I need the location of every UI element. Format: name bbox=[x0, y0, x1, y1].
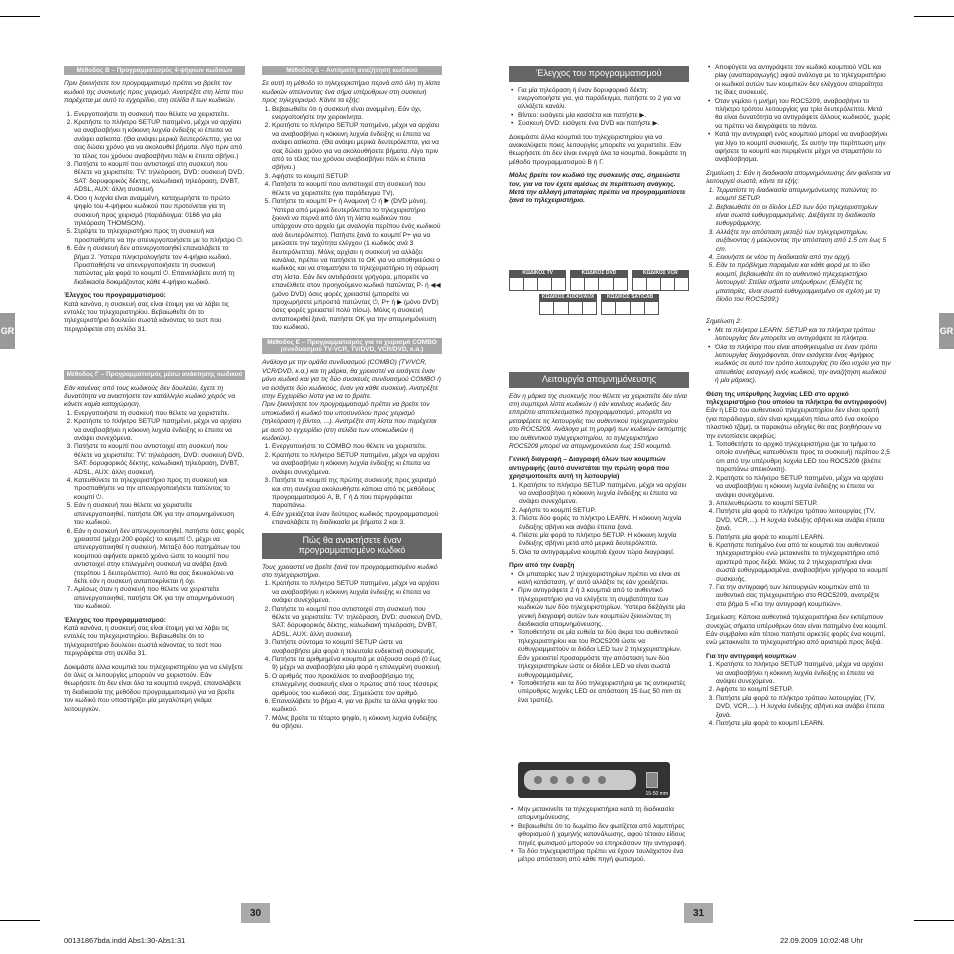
step: 1. Κρατήστε το πλήκτρο SETUP πατημένο, μέχρι να αρχίσει να αναβοσβήνει η κόκκινη λυχνία ένδειξης κι έπειτα να ανάψει συνεχόμενα. bbox=[716, 661, 891, 686]
column-2 bbox=[262, 66, 442, 732]
subheading: Θέση της υπέρυθρης λυχνίας LED στο αρχικό τηλεχειριστήριο (του οποίου τα πλήκτρα θα αντιγραφούν) bbox=[706, 390, 887, 407]
code-record-grid bbox=[509, 270, 689, 318]
steps-list bbox=[64, 111, 245, 288]
step: 5. Στρέψτε το τηλεχειριστήριο προς τη συσκευή και προσπαθήστε να την απενεργοποιήσετε με το πλήκτρο ⏻. bbox=[74, 228, 245, 245]
intro-text: Σε αυτή τη μέθοδο το τηλεχειριστήριο περνά από όλη τη λίστα κωδικών απελνοντας ένα σήμα υπέρυθρων στη συσκευή προς τηλεχειρισμό. Κάντε τα εξής: bbox=[262, 80, 440, 105]
steps-list bbox=[64, 410, 245, 612]
code-label-audio: ΚΩΔΙΚΟΣ AUDIO/AUX bbox=[539, 294, 597, 301]
step: 3. Πατήστε το κουμπί που αντιστοιχεί στη συσκευή που θέλετε να χειριστείτε: TV: τηλεόραση, DVD: συσκευή DVD, SAT: δορυφορικός δέκτης, καλωδιακή τηλεόραση, DVBT, ADSL, AUX: άλλη συσκευή. bbox=[74, 161, 245, 195]
column-3-bottom bbox=[509, 806, 689, 865]
step: 3. Πατήστε το κουμπί που αντιστοιχεί στη συσκευή που θέλετε να χειριστείτε: TV: τηλεόραση, DVD: συσκευή DVD, SAT: δορυφορικός δέκτης, καλωδιακή τηλεόραση, DVBT, ADSL, AUX: άλλη συσκευή. bbox=[74, 443, 245, 477]
step: 7. Μόλις βρείτε το τέταρτο ψηφίο, η κόκκινη λυχνία ένδειξης θα σβήσει. bbox=[272, 715, 442, 732]
step: 1. Τερματίστε τη διαδικασία απομνημόνευσης πατώντας το κουμπί SETUP. bbox=[716, 187, 891, 204]
distance-caption: 15-50 mm bbox=[645, 791, 668, 797]
step: 1. Ενεργοποιήστε το COMBO που θέλετε να χειριστείτε. bbox=[272, 443, 442, 451]
language-tab-left: GR bbox=[0, 313, 15, 349]
intro-text: Πριν ξεκινήσετε τον προγραμματισμό πρέπει να βρείτε τον υποκωδικό ή κωδικό του υποσυνόλου προς χειρισμό (τηλεόραση ή βίντεο, ...). Ανατρέξτε στη λίστα που παρέχεται με αυτό το εγχειρίδιο (στη σελίδα των υποκωδικών ή κωδικών). bbox=[262, 401, 437, 443]
paragraph: Σημείωση: Κάποια αυθεντικά τηλεχειριστήρια δεν εκπέμπουν συνεχώς σήματα υπέρυθρων όταν είναι πατημένο ένα κουμπί. Εάν συμβαίνει κάτι τέτοιο πατήστε αρκετές φορές ένα κουμπί, ενώ μετακινείτε το τηλεχειριστήριο από αριστερά προς δεξιά. bbox=[706, 614, 887, 647]
list-item: • Τοποθετήστε και τα δύο τηλεχειριστήρια με τις αντικριστές υπέρυθρες λυχνίες LED σε απόσταση 15 έως 50 mm σε ένα τραπέζι. bbox=[509, 680, 689, 705]
step: 1. Βεβαιωθείτε ότι η συσκευή είναι αναμμένη. Εάν όχι, ενεργοποιήστε την χειροκίνητα. bbox=[272, 106, 442, 123]
step: 3. Απελευθερώστε το κουμπί SETUP. bbox=[716, 500, 891, 508]
step: 3. Πιέστε δύο φορές το πλήκτρο LEARN. Η κόκκινη λυχνία ένδειξης σβήνει και ανάβει έπειτα ξανά. bbox=[519, 515, 689, 532]
step: 4. Πατήστε τα αριθμημένα κουμπιά με αύξουσα σειρά (0 έως 9) μέχρι να αναβοσβήσει μία φορά η επιλεγμένη συσκευή. bbox=[272, 656, 442, 673]
step: 2. Κρατήστε το πλήκτρο SETUP πατημένο, μέχρι να αρχίσει να αναβοσβήνει η κόκκινη λυχνία ένδειξης κι έπειτα να ανάψει συνεχόμενα. bbox=[272, 452, 442, 477]
intro-text: Εάν κανένας από τους κωδικούς δεν δουλεύει, έχετε τη δυνατότητα να αναστήσετε τον κατάλληλο κωδικό χειρός να κάνετε καμία καταχώρηση. bbox=[64, 384, 236, 409]
list-item: • Αποφύγετε να αντιγράψετε τον κωδικό κουμπιού VOL και play (αναπαραγωγής) αφού ανάλογα με το τηλεχειριστήριο οι κωδικοί αυτών των κουμπιών δεν ελέγχουν απαραίτητα τις ίδιες συσκευές. bbox=[706, 64, 891, 98]
step: 1. Τοποθετήστε το αρχικό τηλεχειριστήριο (με το τμήμα το οποίο συνήθως κατευθύνετε προς το συσκευή) περίπου 2,5 cm από την υπέρυθρη λυχνία LED του ROC5209 (βλέπε παραπάνω απεικόνιση). bbox=[716, 441, 891, 475]
steps-list bbox=[706, 661, 891, 728]
step: 7. Για την αντιγραφή των λειτουργιών κουμπιών από το αυθεντικό σας τηλεχειριστήριο στο ROC5209, ανατρέξτε στο βήμα 5 «Για την αντιγραφή κουμπιών». bbox=[716, 584, 891, 609]
step: 2. Αφήστε το κουμπί SETUP. bbox=[519, 507, 689, 515]
step: 5. Εάν η συσκευή που θέλετε να χειριστείτε απενεργοποιηθεί, πατήστε OK για την απομνημόνευση του κωδικού. bbox=[74, 502, 245, 527]
steps-list bbox=[262, 106, 442, 333]
code-boxes bbox=[509, 277, 566, 291]
step: 4. Πατήστε μία φορά το πλήκτρο τρόπου λειτουργίας (TV, DVD, VCR,...). Η λυχνία ένδειξης σβήνει και ανάβει έπειτα ξανά. bbox=[716, 508, 891, 533]
step: 2. Πατήστε το κουμπί που αντιστοιχεί στη συσκευή που θέλετε να χειριστείτε: TV: τηλεόραση, DVD: συσκευή DVD, SAT: δορυφορικός δέκτης, καλωδιακή τηλεόραση, DVBT, ADSL, AUX: άλλη συσκευή. bbox=[272, 606, 442, 640]
paragraph: Εάν η LED του αυθεντικού τηλεχειριστηρίου δεν είναι ορατή (για παράδειγμα, εάν είναι κρυμμένη πίσω από ένα σκούρο πλαστικό τζάμι), οι παρακάτω οδηγίες θα σας βοηθήσουν να την εντοπίσετε ακριβώς: bbox=[706, 407, 882, 440]
subheading: Έλεγχος του προγραμματισμού: bbox=[64, 616, 166, 624]
step: 3. Αλλάξτε την απόσταση μεταξύ των τηλεχειριστηρίων, αυξάνοντας ή μειώνοντας την απόσταση από 1.5 cm έως 5 cm. bbox=[716, 229, 891, 254]
list-item: • Οι μπαταρίες των 2 τηλεχειριστηρίων πρέπει να είναι σε καλή κατάσταση, γι' αυτό αλλάξτε τις εάν χρειάζεται. bbox=[509, 571, 689, 588]
steps-list bbox=[706, 441, 891, 609]
language-tab-right: GR bbox=[939, 313, 954, 349]
section-header-method-d: Μέθοδος Δ – Αυτόματη αναζήτηση κωδικού bbox=[262, 66, 442, 75]
step: 4. Εάν χρειάζεται έναν δεύτερος κωδικός προγραμματισμού επαναλάβετε τη διαδικασία με βήματα 2 και 3. bbox=[272, 511, 442, 528]
code-boxes bbox=[570, 277, 627, 291]
step: 4. Κατευθύνετε το τηλεχειριστήριο προς τη συσκευή και προσπαθήστε να την απενεργοποιήσετε πατώντας το κουμπί ⏻. bbox=[74, 477, 245, 502]
step: 6. Εάν η συσκευή δεν απενεργοποιηθεί επαναλάβετε το βήμα 2. Ύστερα πληκτρολογήστε τον 4-ψήφιο κωδικό. Προσπαθήστε να απενεργοποιήσετε τη συσκευή πατώντας μία φορά το κουμπί ⏻. Επαναλάβετε αυτή τη διαδικασία δοκιμάζοντας κάθε 4-ψήφιο κωδικό. bbox=[74, 245, 245, 287]
column-3-lower bbox=[509, 372, 689, 705]
list-item: • Κατά την αντιγραφή ενός κουμπιού μπορεί να αναβοσβήνει για λίγο το κουμπί συσκευής. Σε αυτήν την περίπτωση μην αφήσετε το κουμπί και περιμένετε μέχρι να σταματήσει το αναβόσβησμα. bbox=[706, 131, 891, 165]
list-item: • Για μία τηλεόραση ή έναν δορυφορικό δέκτη: ενεργοποιήστε για, για παράδειγμα, πατήστε το 2 για να αλλάξετε κανάλι. bbox=[509, 87, 689, 112]
page-number: 30 bbox=[241, 903, 270, 923]
section-header-learning-function: Λειτουργία απομνημόνευσης bbox=[509, 372, 689, 388]
step: 4. Πιέστε μία φορά το πλήκτρο SETUP. Η κόκκινη λυχνία ένδειξης σβήνει μετά από μερικά δευτερόλεπτα. bbox=[519, 532, 689, 549]
list-item: • Όταν γεμίσει η μνήμη του ROC5209, αναβοσβήνει το πλήκτρο τρόπου λειτουργίας για τρία δευτερόλεπτα. Μετά θα είναι δυνατότητα να αντιγράψετε άλλους κωδικούς, χωρίς να πρέπει να διαγράψετε τα πάντα. bbox=[706, 98, 891, 132]
step: 6. Επαναλάβετε το βήμα 4, για να βρείτε τα άλλα ψηφία του κωδικού. bbox=[272, 698, 442, 715]
list-item: • Τα δύο τηλεχειριστήρια πρέπει να έχουν τουλάχιστον ένα μέτρο απόσταση από κάθε πηγή φωτισμού. bbox=[509, 848, 689, 865]
step: 5. Πατήστε μία φορά το κουμπί LEARN. bbox=[716, 534, 891, 542]
step: 1. Ενεργοποιήστε τη συσκευή που θέλετε να χειριστείτε. bbox=[74, 410, 245, 418]
code-boxes bbox=[601, 301, 659, 315]
intro-text: Τους χρειαστεί να βρείτε ξανά τον προγραμματισμένο κωδικό στο τηλεχειριστήριο. bbox=[262, 563, 438, 579]
list-item: • Βεβαιωθείτε ότι το δωμάτιο δεν φωτίζεται από λαμπτήρες φθορισμού ή χαμηλής κατανάλωσης, αφού τέτοιου είδους πηγές φωτισμού μπορούν να επηρεάσουν την αντιγραφή. bbox=[509, 823, 689, 848]
crop-mark bbox=[0, 920, 40, 921]
step: 5. Εάν το πρόβλημα παραμένει και κάθε φορά με το ίδιο κουμπί, βεβαιωθείτε ότι το αυθεντικό τηλεχειριστήριο λειτουργεί: Στείλει σήματα υπέρυθρων; (Ελέγξτε τις μπαταρίες, είναι σωστά ευθυγραμμισμένο σε σχέση με τη δίοδο του ROC5209;) bbox=[716, 262, 891, 304]
step: 1. Κρατήστε το πλήκτρο SETUP πατημένο, μέχρι να αρχίσει να αναβοσβήνει η κόκκινη λυχνία ένδειξης κι έπειτα να ανάψει συνεχόμενα. bbox=[272, 580, 442, 605]
note-list bbox=[706, 187, 891, 305]
column-1 bbox=[64, 66, 245, 714]
step: 6. Εάν η συσκευή δεν απενεργοποιηθεί, πατήστε όσες φορές χρειαστεί (μέχρι 200 φορές) το κουμπί ⏻, μέχρι να απενεργοποιηθεί η συσκευή. Μεταξύ δύο πατημάτων του κουμπιού αφήνετε αρκετό χρόνο ώστε το κουμπί που αντιστοιχεί στην επιλεγμένη συσκευή να ανάβει ξανά (περίπου 1 δευτερόλεπτο). Αυτό θα σας διευκολύνει να δείτε εάν η συσκευή ανταποκρίνεται ή όχι. bbox=[74, 528, 245, 587]
bullet-list bbox=[509, 806, 689, 865]
note: Μόλις βρείτε τον κωδικό της συσκευής σας, σημειώστε τον, για να τον έχετε αμέσως σε περίπτωση ανάγκης. Μετά την αλλαγή μπαταρίας πρέπει να προγραμματίσετε ξανά το τηλεχειριστήριο. bbox=[509, 172, 686, 205]
step: 1. Ενεργοποιήστε τη συσκευή που θέλετε να χειριστείτε. bbox=[74, 111, 245, 119]
remote-control-image bbox=[524, 770, 636, 790]
subheading: Έλεγχος του προγραμματισμού: bbox=[64, 292, 166, 300]
section-header-method-e: Μέθοδος Ε – Προγραμματισμός για το χειρισμό COMBO (συνδυασμού TV-VCR, TV/DVD, VCR/DVD, κ.α.) bbox=[262, 338, 442, 355]
step: 3. Πατήστε σύντομα το κουμπί SETUP ώστε να αναβοσβήσει μία φορά η τελευταία ενδεικτική συσκευής. bbox=[272, 639, 442, 656]
subheading: Πριν από την έναρξη bbox=[509, 562, 575, 570]
code-label-tv: ΚΩΔΙΚΟΣ TV bbox=[509, 270, 566, 277]
column-3 bbox=[509, 66, 689, 206]
steps-list bbox=[262, 443, 442, 527]
list-item: • Με τα πλήκτρα LEARN. SETUP και τα πλήκτρα τρόπου λειτουργίας δεν μπορείτε να αντιγράψετε τα πλήκτρα. bbox=[706, 327, 891, 344]
list-item: • Μην μετακινείτε τα τηλεχειριστήρια κατά τη διαδικασία απομνημόνευσης. bbox=[509, 806, 689, 823]
paragraph: Δοκιμάστε άλλα κουμπιά του τηλεχειριστηρίου για να ελέγξετε ότι όλες οι λειτουργίες μπορούν να χειριστούν. Εάν θεωρήσετε ότι δεν είναι όλα τα κουμπιά ενεργά, επαναλάβετε τη διαδικασία της μεθόδου προγραμματισμού για να βρείτε τον κωδικό που υποστηρίζει μία μεγαλύτερη γκάμα λειτουργιών. bbox=[64, 663, 243, 713]
footer-date: 22.09.2009 10:02:48 Uhr bbox=[780, 936, 863, 945]
step: 2. Κρατήστε το πλήκτρο SETUP πατημένο, μέχρι να αρχίσει να αναβοσβήνει η κόκκινη λυχνία ένδειξης κι έπειτα να ανάψει ασίκοπα. (Θα ανάψει μερικά δευτερόλεπτα, για να σας δώσει χρόνο για να ακολουθήσετε βήματα. Λίγο πριν από το τέλος του χρόνου αναβοσβήνει πάλι κι έπειτα σβήνει.) bbox=[272, 122, 442, 172]
bullet-list bbox=[509, 87, 689, 129]
list-item: • Βίντεο: εισάγετε μία κασσέτα και πατήστε ▶. bbox=[509, 112, 689, 120]
bullet-list bbox=[706, 64, 891, 165]
paragraph: Δοκιμάστε άλλα κουμπιά του τηλεχειριστηρίου για να ανακαλύψετε ποιες λειτουργίες μπορείτε να χειριστείτε. Εάν θεωρήσετε ότι δεν είναι ενεργά όλα τα κουμπιά, δοκιμάστε τη μέθοδο προγραμματισμού Β ή Γ. bbox=[509, 133, 687, 166]
intro-text: Εάν η μάρκα της συσκευής που θέλετε να χειριστείτε δεν είναι στη συμπεριλ λίστα κωδικών ή εάν κανένας κωδικός δεν επιτρέπει αποτελεσματικό προγραμματισμό, μπορείτε να μεταφέρετε τις λειτουργίες του αυθεντικού τηλεχειριστηρίου στο ROC5209. Ανάλογα με τη μορφή των κωδικών εκπομπής του αυθεντικού τηλεχειριστηρίου, το τηλεχειριστήριο ROC5209 μπορεί να απομνημονεύσει έως 150 κουμπιά. bbox=[509, 392, 687, 450]
code-label-dvd: ΚΩΔΙΚΟΣ DVD bbox=[570, 270, 627, 277]
section-header-recover-code: Πώς θα ανακτήσετε έναν προγραμματισμένο κωδικό bbox=[262, 533, 442, 559]
step: 6. Κρατήστε πατημένο ένα από τα κουμπιά του αυθεντικού τηλεχειριστηρίου ενώ μετακινείτε το τηλεχειριστήριο από αριστερά προς δεξιά. Μόλις τα 2 τηλεχειριστήρια είναι σωστά ευθυγραμμισμένα, αναβοσβήνει γρήγορα το κουμπί συσκευής. bbox=[716, 542, 891, 584]
step: 3. Πατήστε το κουμπί της πρώτης συσκευής προς χειρισμό και στη συνέχεια ακολουθήστε κάποια από τις μεθόδους προγραμματισμού A, B, Γ ή Δ που περιγράφεται παραπάνω. bbox=[272, 477, 442, 511]
step: 2. Αφήστε το κουμπί SETUP. bbox=[716, 686, 891, 694]
step: 5. Ο αριθμός που προκάλεσε το αναβοσβήσιμο της επιλεγμένης συσκευής είναι ο πρώτος από τους τέσσερις αριθμούς του κωδικού σας. Σημειώστε τον αριθμό. bbox=[272, 673, 442, 698]
step: 1. Κρατήστε το πλήκτρο SETUP πατημένο, μέχρι να αρχίσει να αναβοσβήνει η κόκκινη λυχνία ένδειξης κι έπειτα να ανάψει συνεχόμενα. bbox=[519, 482, 689, 507]
step: 2. Βεβαιωθείτε ότι οι δίοδοι LED των δύο τηλεχειριστηρίων είναι σωστά ευθυγραμμισμένες. Διεξάγετε τη διαδικασία ευθυγράμμισης. bbox=[716, 204, 891, 229]
code-label-vcr: ΚΩΔΙΚΟΣ VCR bbox=[632, 270, 689, 277]
section-header-method-b: Μέθοδος Β – Προγραμματισμός 4-ψήφιων κωδικών bbox=[64, 66, 245, 75]
step: 4. Ξεκινήστε εκ νέου τη διαδικασία από την αρχή. bbox=[716, 254, 891, 262]
steps-list bbox=[509, 482, 689, 558]
code-boxes bbox=[539, 301, 597, 315]
step: 5. Πατήστε το κουμπί P+ ή Αναμονή ⏻ ή ▶ (DVD μόνο). Ύστερα από μερικά δευτερόλεπτα το τηλεχειριστήριο ξεκινά να περνά από όλη τη λίστα κωδικών που υπάρχουν στο αρχείο (με αναλογία περίπου ένός κωδικού ανά δευτερόλεπτο). Πατήστε ξανά το κουμπί P+ για να μειώσετε την ταχύτητα ελέγχου (1 κωδικός ανά 3 δευτερόλεπτα). Μόλις αρχίσει η συσκευή να αλλάζει κανάλια, πρέπει να πατήσετε το OK για να αποθηκεύσει ο κωδικός και να σταματήσει το τηλεχειριστήριο τη σάρωση στη λίστα. Εάν δεν αντιδράσετε γρήγορα, μπορείτε να επανέλθετε στον προηγούμενο κωδικό πατώντας P- ή ◀◀ (μόνο DVD) όσες φορές χρειαστεί (μπορείτε να προχωρήσετε μπροστά πατώντας ⏻, P+ ή ▶ (μόνο DVD) όσες φορές χρειαστεί πολύ πίσω). Μόλις η συσκευή ανταποκριθεί ξανά, πατήστε OK για την απομνημόνευση του κωδικού. bbox=[272, 198, 442, 333]
subheading: Γενική διαγραφή – Διαγραφή όλων των κουμπιών αντιγραφής (αυτό συνιστάται την πρώτη φορά που χρησιμοποιείτε αυτή τη λειτουργία) bbox=[509, 456, 670, 481]
note-title: Σημείωση 1: Εάν η διαδικασία απομνημόνευσης δεν φαίνεται να λειτουργεί σωστά, κάντε τα εξής: bbox=[706, 169, 891, 186]
code-label-sat: ΚΩΔΙΚΟΣ SAT/CAB bbox=[601, 294, 659, 301]
led-image bbox=[646, 772, 658, 788]
crop-mark bbox=[0, 16, 40, 17]
note-title: Σημείωση 2: bbox=[706, 318, 742, 326]
section-header-method-c: Μέθοδος Γ – Προγραμματισμός μέσω ανάκτησης κωδικού bbox=[64, 370, 245, 379]
steps-list bbox=[262, 580, 442, 731]
step: 7. Αμέσως όταν η συσκευή που θέλετε να χειριστείτε απενεργοποιηθεί, πατήστε OK για την απομνημόνευση του κωδικού. bbox=[74, 586, 245, 611]
footer-file-info: 00131867bda.indd Abs1:30-Abs1:31 bbox=[64, 936, 186, 945]
list-item: • Συσκευή DVD: εισάγετε ένα DVD και πατήστε ▶. bbox=[509, 120, 689, 128]
list-item: • Πριν αντιγράψετε 2 ή 3 κουμπιά από το αυθεντικό τηλεχειριστήριο για να ελέγξετε τη συμβατότητα των κωδικών των δύο τηλεχειριστηρίων. Ύστερα διεξάγετε μία γενική διαγραφή αυτών των κουμπιών ξεκινώντας τη διαδικασία απομνημόνευσης. bbox=[509, 587, 689, 629]
list-item: • Τοποθετήστε σε μία ευθεία τα δύο άκρα του αυθεντικού τηλεχειριστηρίου και του ROC5209 ώστε να ευθυγραμμιστούν οι διόδοι LED των 2 τηλεχειριστηρίων. Εάν χρειαστεί προσαρμόστε την απόσταση των δύο τηλεχειριστηρίων ώστε οι δίοδοι LED να είναι σωστά ευθυγραμμισμένες. bbox=[509, 629, 689, 679]
intro-text: Πριν ξεκινήσετε τον προγραμματισμό πρέπει να βρείτε τον κωδικό της συσκευής προς χειρισμό. Ανατρέξτε στη λίστα που παρέχεται με αυτό το εγχειρίδιο, στη σελίδα Il των κωδικών. bbox=[64, 80, 244, 105]
step: 3. Αφήστε το κουμπί SETUP. bbox=[272, 173, 442, 181]
subheading: Για την αντιγραφή κουμπιών bbox=[706, 652, 797, 660]
step: 5. Όλα τα αντιγραμμένα κουμπιά έχουν τώρα διαγραφεί. bbox=[519, 549, 689, 557]
paragraph: Κατά κανόνα, η συσκευή σας είναι έτοιμη για να λάβει τις εντολές του τηλεχειριστηρίου. Βεβαιωθείτε ότι το τηλεχειριστήριο δουλεύει σωστά κάνοντας το τεστ που περιγράφεται στη σελίδα 31. bbox=[64, 624, 229, 658]
column-4 bbox=[706, 64, 891, 728]
paragraph: Κατά κανόνα, η συσκευή σας είναι έτοιμη για να λάβει τις εντολές του τηλεχειριστηρίου. Βεβαιωθείτε ότι το τηλεχειριστήριο δουλεύει σωστά κάνοντας το τεστ που περιγράφεται στη σελίδα 31. bbox=[64, 300, 229, 333]
list-item: • Όλα τα πλήκτρα που είναι αποθηκευμένα σε έναν τρόπο λειτουργίας διαγράφονται, όταν εισάγεται ένας 4ψήφιος κωδικός σε αυτό τον τρόπο λειτουργίας (το ίδιο ισχύει για την απευθείας εισαγωγή ενός κωδικού, την αναζήτηση κωδικού ή μία μάρκας). bbox=[706, 344, 891, 386]
section-header-check-programming: Έλεγχος του προγραμματισμού bbox=[509, 66, 689, 82]
intro-text: Ανάλογα με την ομάδα συνδυασμού (COMBO) (TV/VCR, VCR/DVD, κ.α.) και τη μάρκα, θα χρειαστεί να εισάγετε έναν μόνο κωδικό και για τις δύο συσκευές συνδυασμού COMBO ή να εισάγετε δύο κωδικούς, έναν για κάθε συσκευή. Ανατρέξτε στην Εγχειρίδιο λίστα για να το βρείτε. bbox=[262, 359, 441, 401]
step: 4. Πατήστε το κουμπί που αντιστοιχεί στη συσκευή που θέλετε να χειριστείτε (για παράδειγμα TV). bbox=[272, 181, 442, 198]
step: 2. Κρατήστε το πλήκτρο SETUP πατημένο, μέχρι να αρχίσει να αναβοσβήνει η κόκκινη λυχνία ένδειξης κι έπειτα να ανάψει συνεχόμενα. bbox=[716, 475, 891, 500]
bullet-list bbox=[509, 571, 689, 706]
crop-mark bbox=[914, 920, 954, 921]
step: 4. Πατήστε μία φορά το κουμπί LEARN. bbox=[716, 720, 891, 728]
crop-mark bbox=[914, 16, 954, 17]
remote-alignment-photo bbox=[518, 762, 670, 798]
step: 4. Όσο η λυχνία είναι αναμμένη, καταχωρήστε το πρώτο ψηφίο του 4-ψήφιου κωδικού που προτείνεται για τη συσκευή προς χειρισμό (παράδειγμα: 0166 για μία τηλεόραση THOMSON). bbox=[74, 195, 245, 229]
code-boxes bbox=[632, 277, 689, 291]
step: 2. Κρατήστε το πλήκτρο SETUP πατημένο, μέχρι να αρχίσει να αναβοσβήνει η κόκκινη λυχνία ένδειξης κι έπειτα να ανάψει συνεχόμενα. bbox=[74, 418, 245, 443]
note-list bbox=[706, 327, 891, 386]
step: 2. Κρατήστε το πλήκτρο SETUP πατημένο, μέχρι να αρχίσει να αναβοσβήνει η κόκκινη λυχνία ένδειξης κι έπειτα να ανάψει ασίκοπα. (Θα ανάψει μερικά δευτερόλεπτα, για να σας δώσει χρόνο για να ακολουθεί βήματα. Λίγο πριν από το τέλος του χρόνου αναβοσβήνει πάλι κι έπειτα σβήνει.) bbox=[74, 119, 245, 161]
page-number: 31 bbox=[684, 903, 713, 923]
step: 3. Πατήστε μία φορά το πλήκτρο τρόπου λειτουργίας (TV, DVD, VCR,...). Η λυχνία ένδειξης σβήνει και ανάβει έπειτα ξανά. bbox=[716, 695, 891, 720]
